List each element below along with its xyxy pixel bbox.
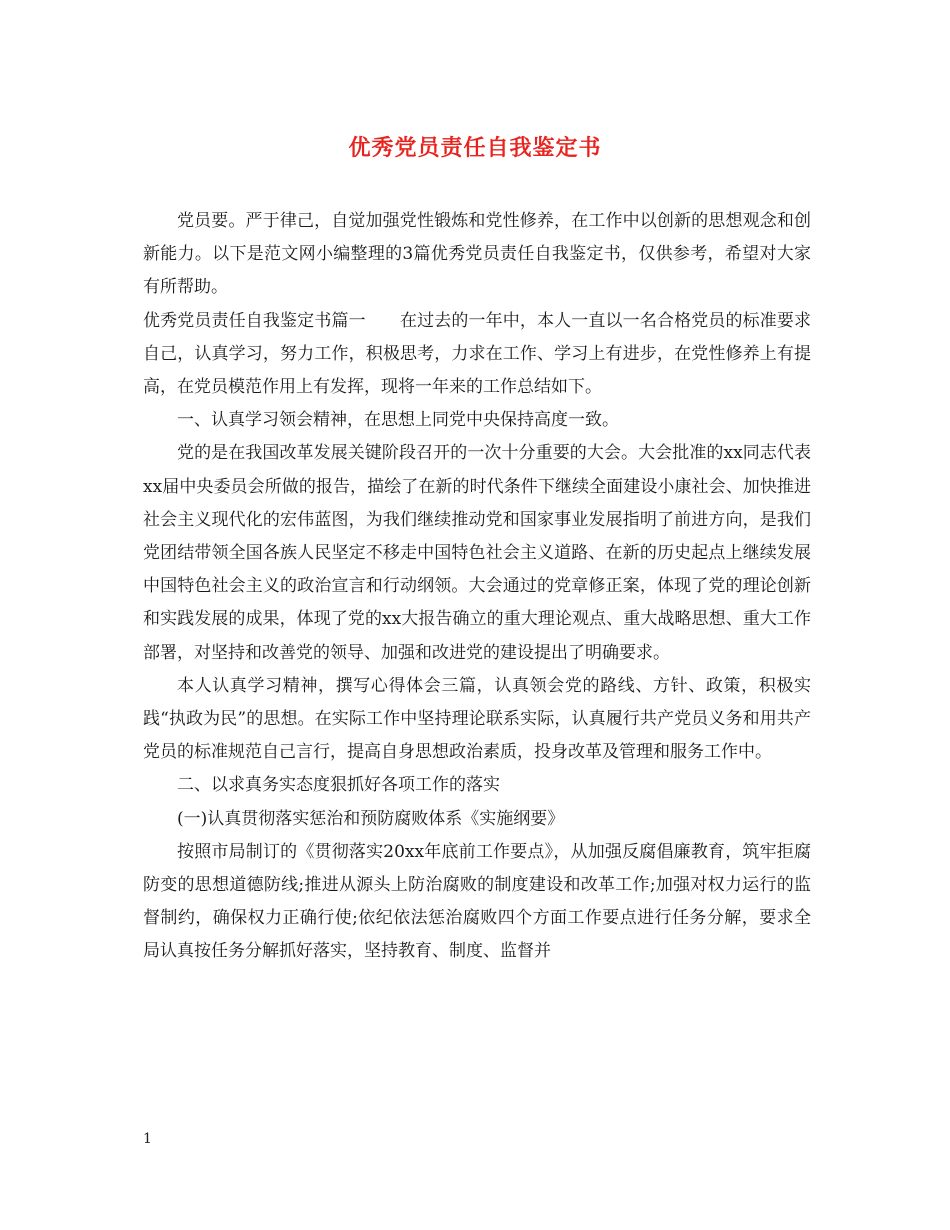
subheading-anti-corruption: (一)认真贯彻落实惩治和预防腐败体系《实施纲要》	[177, 808, 565, 829]
heading-study: 一、认真学习领会精神，在思想上同党中央保持高度一致。	[177, 410, 619, 431]
page-number: 1	[143, 1131, 152, 1147]
paragraph-work-points: 按照市局制订的《贯彻落实20xx年底前工作要点》，从加强反腐倡廉教育，筑牢拒腐防变的思想道德防线;推进从源头上防治腐败的制度建设和改革工作;加强对权力运行的监督制约，确保权力正确行使;依纪依法惩治腐败四个方面工作要点进行任务分解，要求全局认真按任务分解抓好落实，坚持教育、制度、监督并	[143, 841, 811, 962]
paragraph-personal-study: 本人认真学习精神，撰写心得体会三篇，认真领会党的路线、方针、政策，积极实践“执政为民”的思想。在实际工作中坚持理论联系实际，认真履行共产党员义务和用共产党员的标准规范自己言行，提高自身思想政治素质，投身改革及管理和服务工作中。	[143, 675, 811, 763]
document-title: 优秀党员责任自我鉴定书	[348, 135, 602, 161]
paragraph-intro: 党员要。严于律己，自觉加强党性锻炼和党性修养，在工作中以创新的思想观念和创新能力。以下是范文网小编整理的3篇优秀党员责任自我鉴定书，仅供参考，希望对大家有所帮助。	[143, 211, 811, 298]
paragraph-congress: 党的是在我国改革发展关键阶段召开的一次十分重要的大会。大会批准的xx同志代表xx届中央委员会所做的报告，描绘了在新的时代条件下继续全面建设小康社会、加快推进社会主义现代化的宏伟蓝图，为我们继续推动党和国家事业发展指明了前进方向，是我们党团结带领全国各族人民坚定不移走中国特色社会主义道路、在新的历史起点上继续发展中国特色社会主义的政治宣言和行动纲领。大会通过的党章修正案，体现了党的理论创新和实践发展的成果，体现了党的xx大报告确立的重大理论观点、重大战略思想、重大工作部署，对坚持和改善党的领导、加强和改进党的建设提出了明确要求。	[143, 443, 811, 663]
paragraph-section-one: 优秀党员责任自我鉴定书篇一 在过去的一年中，本人一直以一名合格党员的标准要求自己，认真学习，努力工作，积极思考，力求在工作、学习上有进步，在党性修养上有提高，在党员模范作用上有发挥，现将一年来的工作总结如下。	[143, 310, 811, 398]
heading-implementation: 二、以求真务实态度狠抓好各项工作的落实	[177, 775, 500, 796]
document-body	[143, 205, 811, 969]
